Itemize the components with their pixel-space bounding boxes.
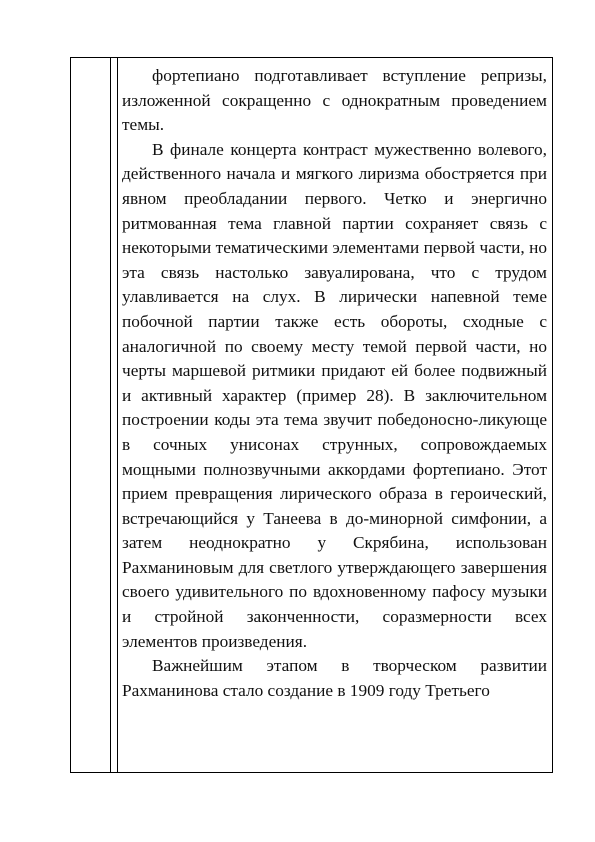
paragraph-finale: В финале концерта контраст мужественно волевого, действенного начала и мягкого лиризма обостряется при явном преобладании первого. Четко и энергично ритмованная тема главной партии сохраняет связь с некоторыми тематическими элементами первой части, но эта связь настолько завуалирована, что с трудом улавливается на слух. В лирически напевной теме побочной партии также есть обороты, сходные с аналогичной по своему месту темой первой части, но черты маршевой ритмики придают ей более подвижный и активный характер (пример 28). В заключительном построении коды эта тема звучит победоносно-ликующе в сочных унисонах струнных, сопровождаемых мощными полнозвучными аккордами фортепиано. Этот прием превращения лирического образа в героический, встречающийся у Танеева в до-минорной симфонии, а затем неоднократно у Скрябина, использован Рахманиновым для светлого утверждающего завершения своего удивительного по вдохновенному пафосу музыки и стройной законченности, соразмерности всех элементов произведения. <box>122 139 547 651</box>
text-column <box>118 58 552 772</box>
table-column-narrow <box>111 58 118 772</box>
paragraph-continuation: фортепиано подготавливает вступление репризы, изложенной сокращенно с однократным проведением темы. <box>122 66 547 135</box>
document-table <box>70 57 553 773</box>
table-column-left <box>71 58 111 772</box>
paragraph-third-concerto: Важнейшим этапом в творческом развитии Рахманинова стало создание в 1909 году Третьего <box>122 656 547 700</box>
